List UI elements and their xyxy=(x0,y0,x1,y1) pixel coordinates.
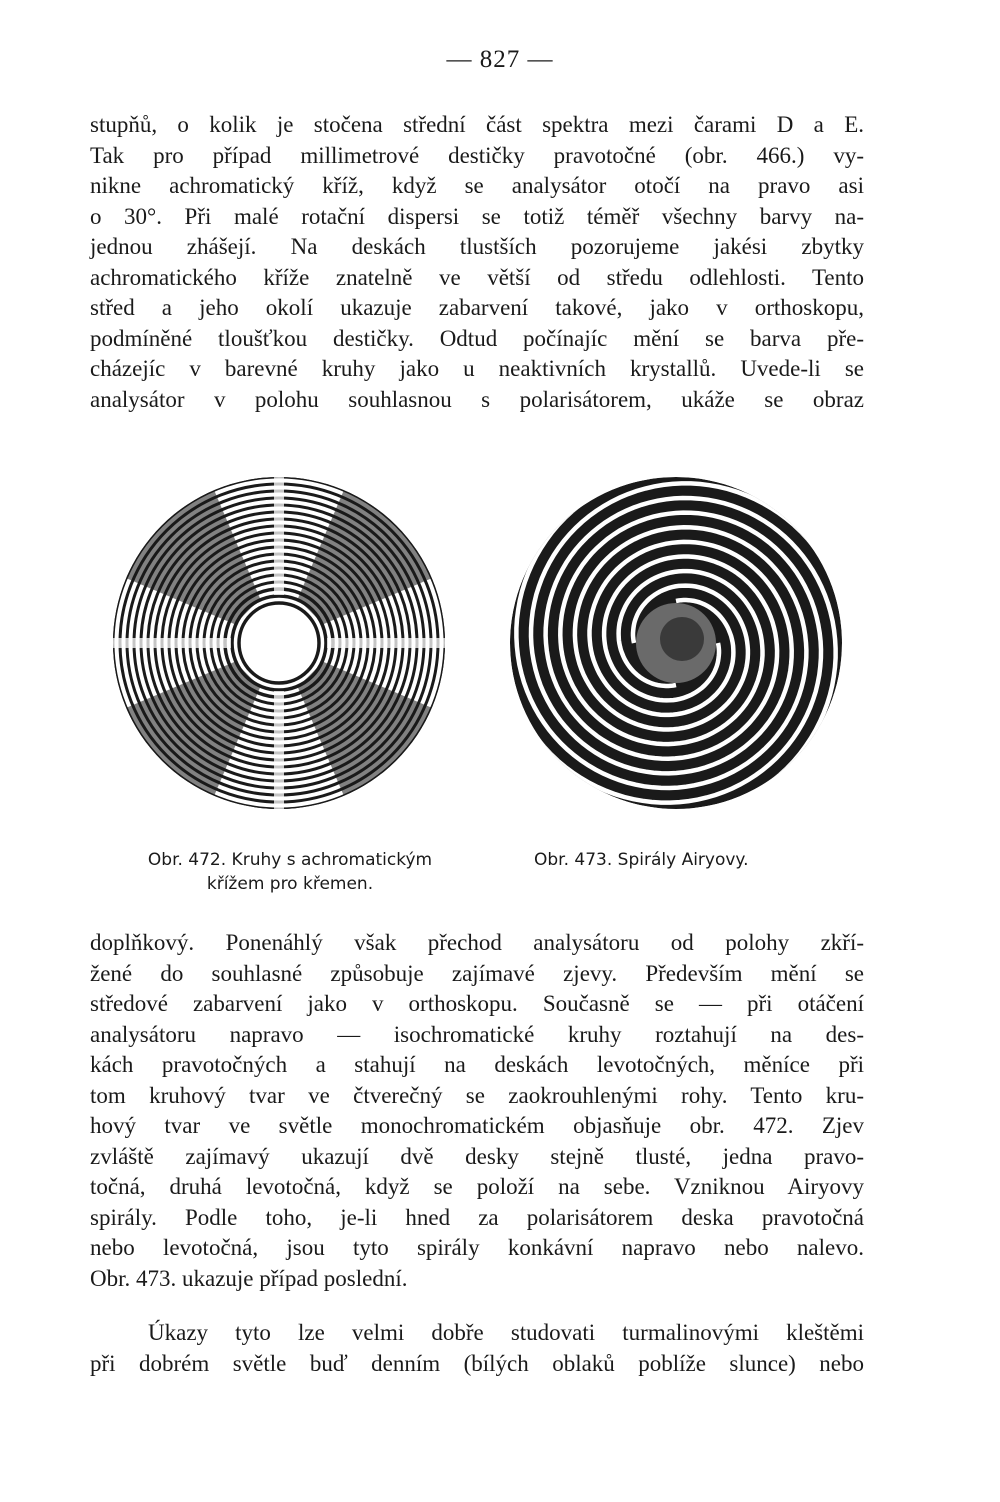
caption-line: Obr. 472. Kruhy s achromatickým xyxy=(147,850,433,870)
figure-472-rings-cross xyxy=(104,468,454,818)
caption-line: Obr. 473. Spirály Airyovy. xyxy=(534,850,749,870)
paragraph-2 xyxy=(90,928,864,1294)
figure-472-caption xyxy=(120,848,460,896)
text-line: jednou zhášejí. Na deskách tlustších pozorujeme jakési zbytky xyxy=(90,234,864,259)
text-line: podmíněné tloušťkou destičky. Odtud počínajíc mění se barva pře- xyxy=(90,325,864,351)
text-line: analysátor v polohu souhlasnou s polarisátorem, ukáže se obraz xyxy=(90,386,864,412)
figures-area xyxy=(96,448,856,828)
text-line: spirály. Podle toho, je-li hned za polarisátorem deska pravotočná xyxy=(90,1204,864,1230)
text-line: středové zabarvení jako v orthoskopu. Současně se — při otáčení xyxy=(90,991,864,1016)
paragraph-3 xyxy=(90,1318,864,1379)
text-line: tom kruhový tvar ve čtverečný se zaokrouhlenými rohy. Tento kru- xyxy=(90,1082,864,1108)
text-line: stupňů, o kolik je stočena střední část spektra mezi čarami D a E. xyxy=(90,112,864,137)
text-line: při dobrém světle buď denním (bílých oblaků poblíže slunce) nebo xyxy=(90,1350,864,1376)
text-line: o 30°. Při malé rotační dispersi se totiž téměř všechny barvy na- xyxy=(90,203,864,229)
text-line: analysátoru napravo — isochromatické kruhy roztahují na des- xyxy=(90,1021,864,1047)
page-number: — 827 — xyxy=(446,46,554,73)
text-line: kách pravotočných a stahují na deskách levotočných, měníce při xyxy=(90,1052,864,1077)
figure-473-airy-spirals xyxy=(501,468,851,818)
text-line: cházejíc v barevné kruhy jako u neaktivních krystallů. Uvede-li se xyxy=(90,356,864,381)
text-line: Úkazy tyto lze velmi dobře studovati turmalinovými kleštěmi xyxy=(148,1320,864,1345)
text-line: doplňkový. Ponenáhlý však přechod analysátoru od polohy zkří- xyxy=(90,930,864,955)
text-line: achromatického kříže znatelně ve větší od středu odlehlosti. Tento xyxy=(90,264,864,290)
text-line: zvláště zajímavý ukazují dvě desky stejně tlusté, jedna pravo- xyxy=(90,1143,864,1169)
text-line: nikne achromatický kříž, když se analysátor otočí na pravo asi xyxy=(90,173,864,198)
figure-473-caption xyxy=(534,848,814,872)
text-line: nebo levotočná, jsou tyto spirály konkávní napravo nebo nalevo. xyxy=(90,1235,864,1260)
text-line: hový tvar ve světle monochromatickém objasňuje obr. 472. Zjev xyxy=(90,1113,864,1138)
text-line: Obr. 473. ukazuje případ poslední. xyxy=(90,1265,408,1291)
caption-line: křížem pro křemen. xyxy=(206,874,374,894)
text-line: žené do souhlasné způsobuje zajímavé zjevy. Především mění se xyxy=(90,960,864,986)
text-line: střed a jeho okolí ukazuje zabarvení takové, jako v orthoskopu, xyxy=(90,295,864,320)
text-line: Tak pro případ millimetrové destičky pravotočné (obr. 466.) vy- xyxy=(90,142,864,168)
text-line: točná, druhá levotočná, když se položí na sebe. Vzniknou Airyovy xyxy=(90,1174,864,1199)
paragraph-1 xyxy=(90,110,864,415)
